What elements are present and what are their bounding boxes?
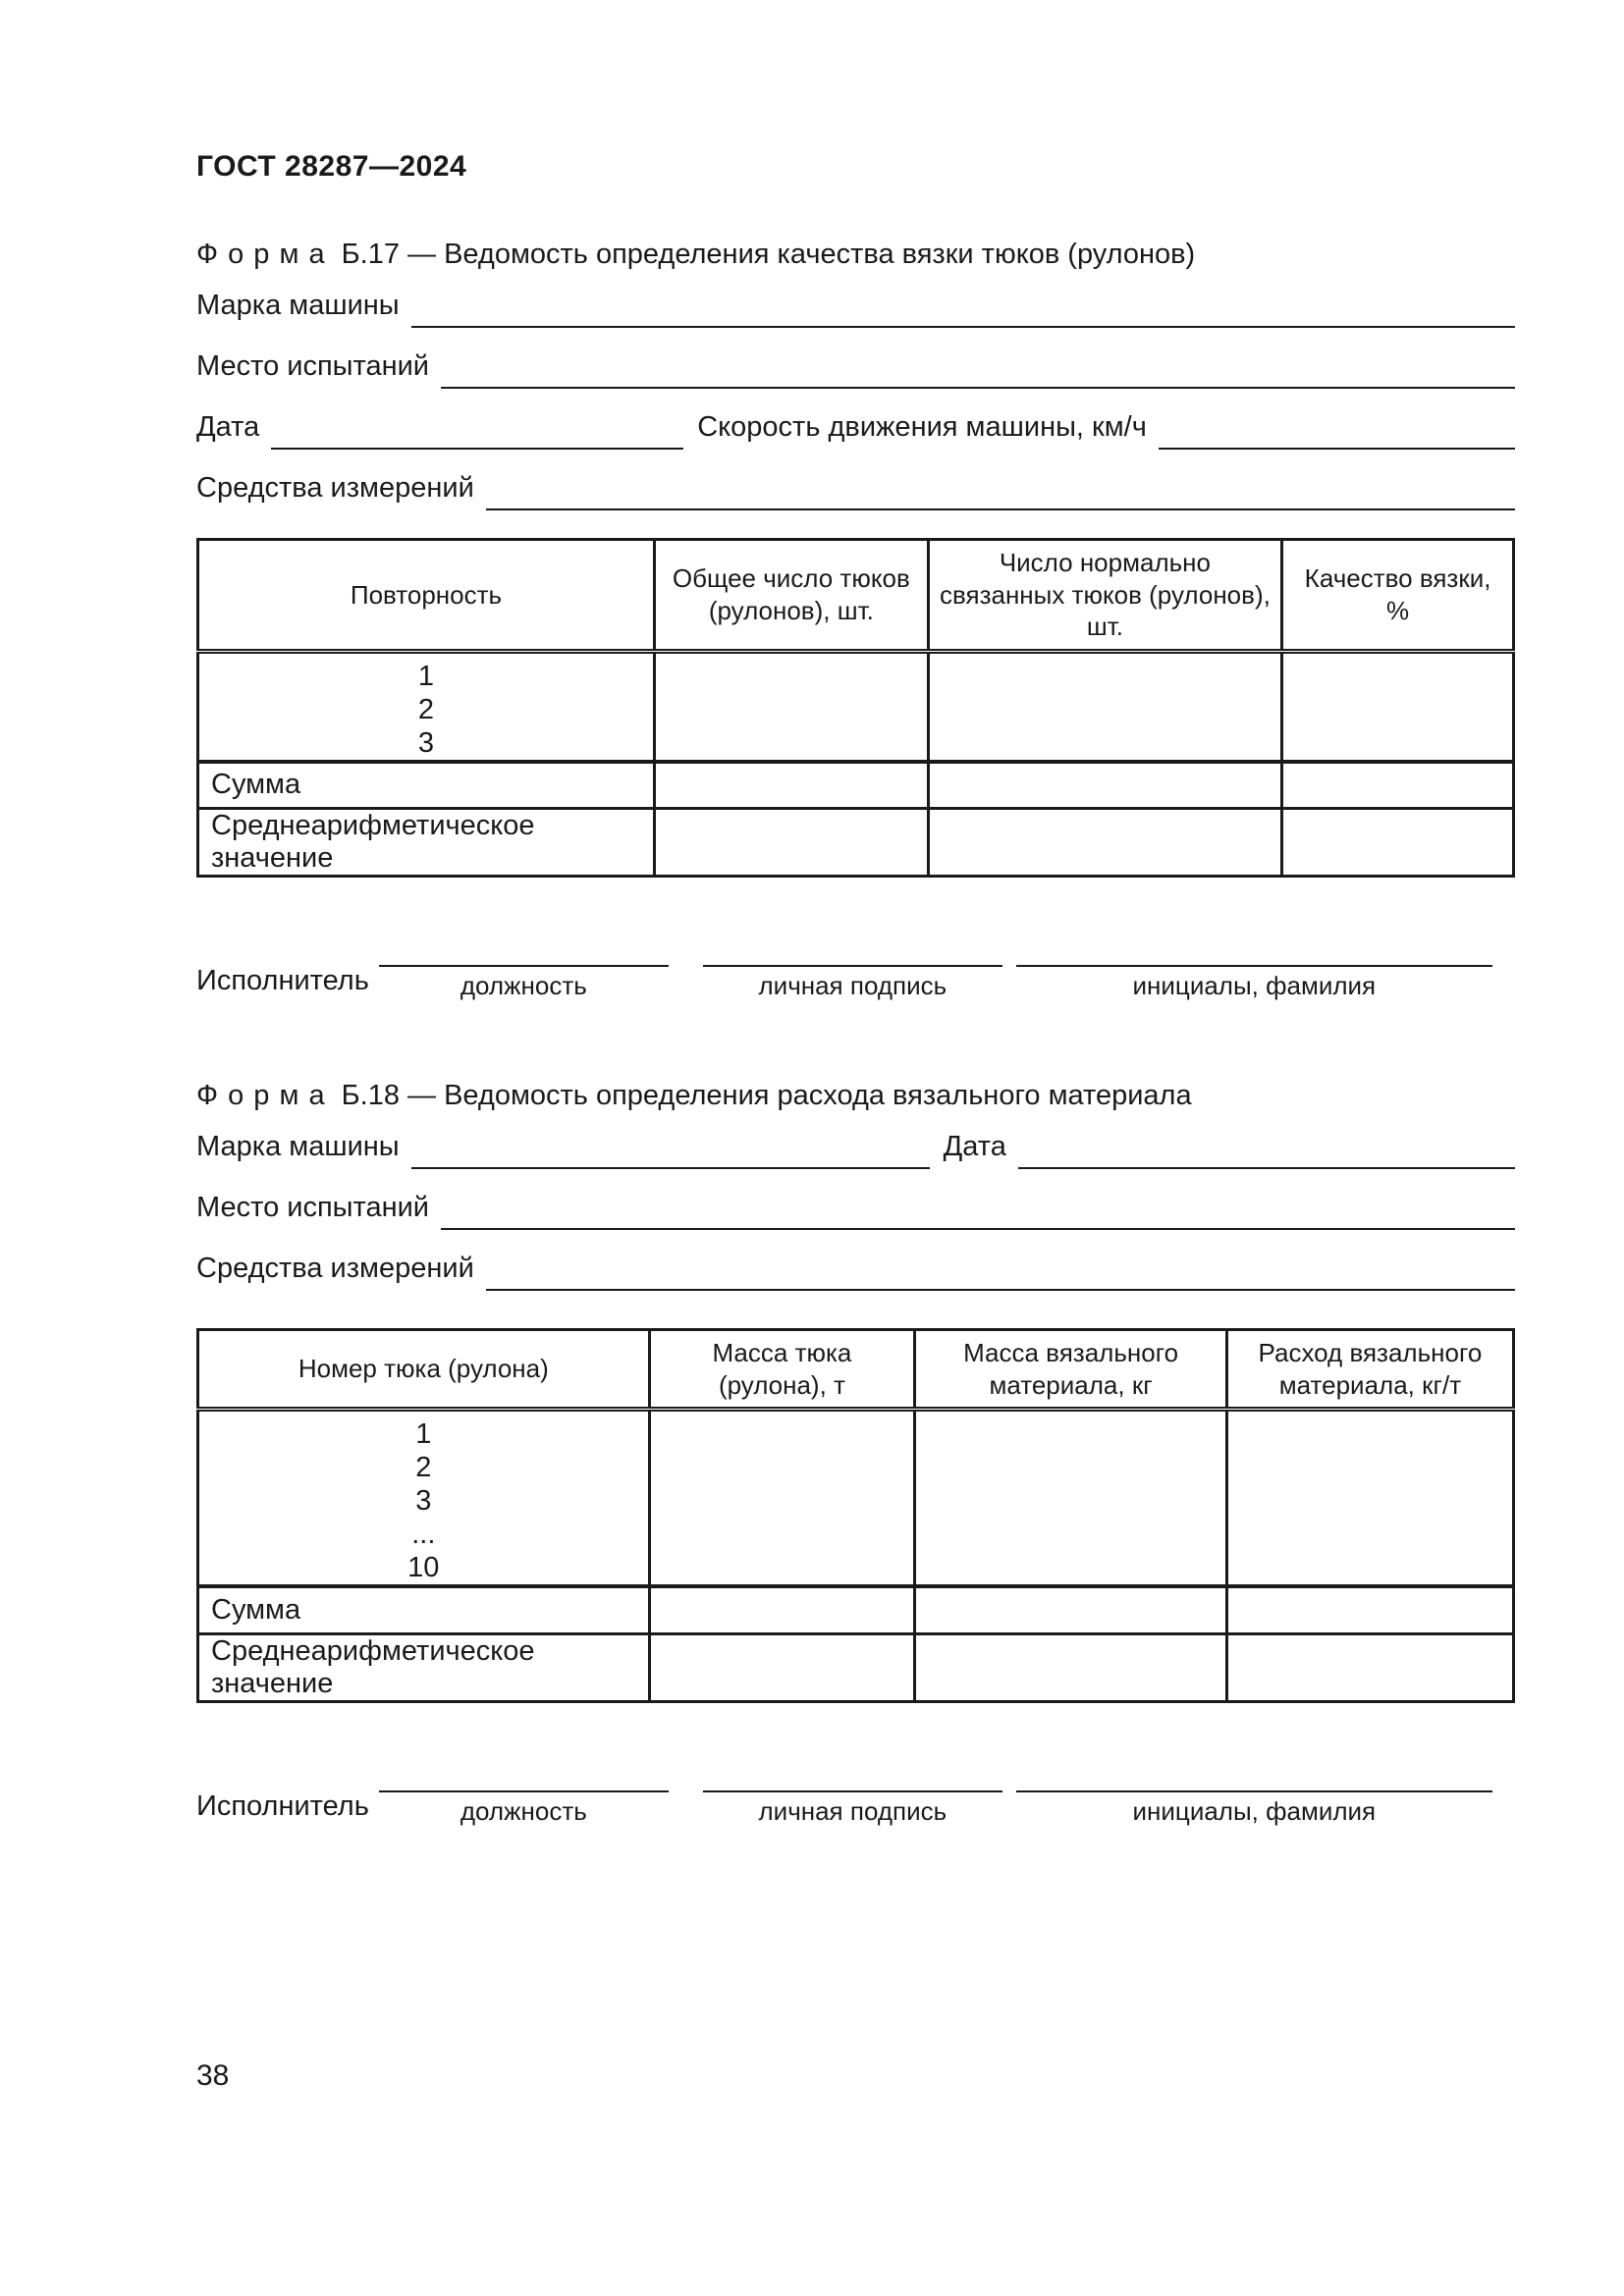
- b17-signature-row: [196, 934, 1515, 1001]
- machine-brand-label: Марка машины: [196, 1131, 400, 1162]
- date-label: Дата: [943, 1131, 1006, 1162]
- b18-data-row: [198, 1410, 1514, 1587]
- bale-10: 10: [407, 1552, 440, 1583]
- empty-cell: [1226, 1410, 1513, 1587]
- empty-cell: [649, 1410, 915, 1587]
- b18-sum-row: [198, 1586, 1514, 1633]
- instruments-blank: [486, 467, 1515, 510]
- empty-cell: [1282, 651, 1514, 762]
- b17-repetition-numbers: [198, 651, 655, 762]
- instruments-blank: [486, 1248, 1515, 1291]
- name-caption: инициалы, фамилия: [1132, 1795, 1377, 1826]
- form-b17-fields: [196, 285, 1515, 510]
- form-word: Ф о р м а: [196, 1080, 326, 1111]
- signature-personal-sign: [703, 1759, 1002, 1827]
- signature-name: [1016, 934, 1492, 1001]
- machine-brand-blank: [411, 285, 1515, 328]
- empty-cell: [649, 1586, 915, 1633]
- form-b17-title-text: Б.17 — Ведомость определения качества вязки тюков (рулонов): [341, 239, 1196, 270]
- empty-cell: [1282, 809, 1514, 877]
- b17-sum-row: [198, 762, 1514, 809]
- empty-cell: [1226, 1633, 1513, 1701]
- name-caption: инициалы, фамилия: [1132, 971, 1377, 1000]
- b17-data-row: [198, 651, 1514, 762]
- b18-col-material-rate: Расход вязального материала, кг/т: [1226, 1330, 1513, 1410]
- b18-signature-row: [196, 1759, 1515, 1827]
- empty-cell: [915, 1633, 1227, 1701]
- empty-cell: [1282, 762, 1514, 809]
- mean-label: Среднеарифметическое значение: [198, 1633, 650, 1701]
- repetition-2: 2: [417, 693, 435, 725]
- signature-position: [379, 934, 669, 1001]
- field-instruments: [196, 1248, 1515, 1291]
- personal-sign-blank: [703, 934, 1002, 967]
- repetition-3: 3: [417, 726, 435, 759]
- machine-brand-blank: [411, 1126, 930, 1169]
- position-blank: [379, 934, 669, 967]
- speed-label: Скорость движения машины, км/ч: [697, 411, 1147, 443]
- b17-col-quality: Качество вязки, %: [1282, 540, 1514, 652]
- empty-cell: [654, 651, 928, 762]
- position-caption: должность: [460, 1795, 587, 1826]
- mean-label: Среднеарифметическое значение: [198, 809, 655, 877]
- b17-col-normal-bales: Число нормально связанных тюков (рулонов), шт.: [928, 540, 1281, 652]
- personal-sign-blank: [703, 1759, 1002, 1792]
- form-b18-title-text: Б.18 — Ведомость определения расхода вязального материала: [341, 1080, 1192, 1111]
- personal-sign-caption: личная подпись: [758, 1795, 947, 1826]
- executor-label: Исполнитель: [196, 965, 369, 996]
- test-place-blank: [441, 346, 1515, 389]
- bale-1: 1: [415, 1418, 432, 1450]
- form-b18-title: [196, 1080, 1515, 1112]
- signature-name: [1016, 1759, 1492, 1827]
- empty-cell: [928, 651, 1281, 762]
- bale-ellipsis: ...: [411, 1519, 436, 1550]
- instruments-label: Средства измерений: [196, 472, 474, 504]
- page-number: 38: [196, 2059, 230, 2092]
- empty-cell: [915, 1410, 1227, 1587]
- test-place-blank: [441, 1187, 1515, 1230]
- instruments-label: Средства измерений: [196, 1253, 474, 1284]
- field-date-speed: [196, 406, 1515, 450]
- personal-sign-caption: личная подпись: [758, 971, 947, 1000]
- form-b17-title: [196, 239, 1515, 271]
- field-test-place: [196, 1187, 1515, 1230]
- b18-table: [196, 1328, 1515, 1703]
- b17-table: [196, 538, 1515, 878]
- b17-col-repetition: Повторность: [198, 540, 655, 652]
- empty-cell: [649, 1633, 915, 1701]
- form-word: Ф о р м а: [196, 239, 326, 270]
- machine-brand-label: Марка машины: [196, 290, 400, 321]
- bale-2: 2: [415, 1452, 432, 1483]
- executor-label: Исполнитель: [196, 1789, 369, 1822]
- b18-header-row: [198, 1330, 1514, 1410]
- signature-position: [379, 1759, 669, 1827]
- empty-cell: [654, 762, 928, 809]
- bale-3: 3: [415, 1485, 432, 1517]
- empty-cell: [1226, 1586, 1513, 1633]
- b18-col-bale-mass: Масса тюка (рулона), т: [649, 1330, 915, 1410]
- sum-label: Сумма: [198, 762, 655, 809]
- position-caption: должность: [460, 971, 587, 1000]
- field-test-place: [196, 346, 1515, 389]
- position-blank: [379, 1759, 669, 1792]
- name-blank: [1016, 934, 1492, 967]
- date-blank: [271, 406, 683, 450]
- b17-col-total-bales: Общее число тюков (рулонов), шт.: [654, 540, 928, 652]
- standard-code: ГОСТ 28287—2024: [196, 150, 467, 183]
- speed-blank: [1159, 406, 1515, 450]
- test-place-label: Место испытаний: [196, 350, 429, 382]
- form-b18-fields: [196, 1126, 1515, 1291]
- empty-cell: [928, 809, 1281, 877]
- field-machine-brand: [196, 285, 1515, 328]
- signature-personal-sign: [703, 934, 1002, 1001]
- b18-bale-numbers: [198, 1410, 650, 1587]
- b18-col-bale-number: Номер тюка (рулона): [198, 1330, 650, 1410]
- empty-cell: [654, 809, 928, 877]
- b17-mean-row: [198, 809, 1514, 877]
- name-blank: [1016, 1759, 1492, 1792]
- b18-col-material-mass: Масса вязального материала, кг: [915, 1330, 1227, 1410]
- b17-header-row: [198, 540, 1514, 652]
- repetition-1: 1: [417, 660, 435, 692]
- date-label: Дата: [196, 411, 260, 443]
- sum-label: Сумма: [198, 1586, 650, 1633]
- date-blank: [1018, 1126, 1515, 1169]
- empty-cell: [928, 762, 1281, 809]
- field-instruments: [196, 467, 1515, 510]
- empty-cell: [915, 1586, 1227, 1633]
- field-machine-brand-date: [196, 1126, 1515, 1169]
- test-place-label: Место испытаний: [196, 1192, 429, 1223]
- b18-mean-row: [198, 1633, 1514, 1701]
